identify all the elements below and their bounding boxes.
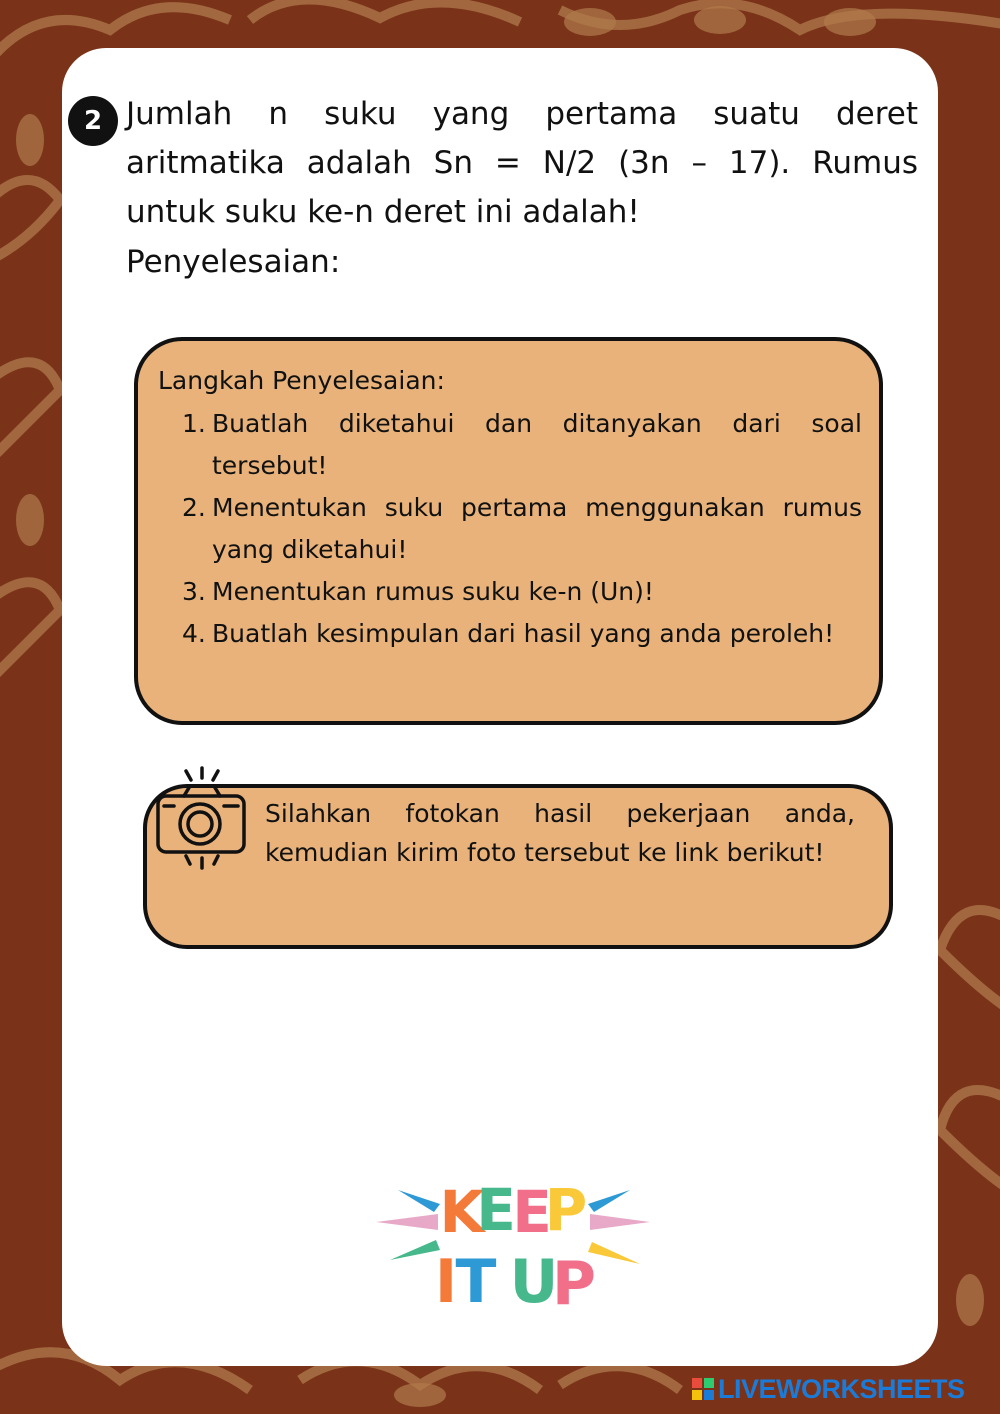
steps-box <box>134 337 883 725</box>
step-text: Buatlah diketahui dan ditanyakan dari soal tersebut! <box>212 409 862 480</box>
step-item <box>182 613 862 655</box>
itup-letter: I <box>434 1247 458 1312</box>
solution-label: Penyelesaian: <box>126 244 341 280</box>
step-number: 3. <box>182 577 206 606</box>
question-text: Jumlah n suku yang pertama suatu deret aritmatika adalah Sn = N/2 (3n – 17). Rumus untuk suku ke-n deret ini adalah! <box>126 96 918 230</box>
keep-letter: E <box>512 1178 552 1246</box>
itup-letter: U <box>509 1247 559 1312</box>
question-number-badge: 2 <box>68 96 118 146</box>
step-text: Buatlah kesimpulan dari hasil yang anda peroleh! <box>212 619 835 648</box>
step-number: 1. <box>182 409 206 438</box>
step-text: Menentukan rumus suku ke-n (Un)! <box>212 577 654 606</box>
keep-letter: E <box>476 1176 516 1244</box>
camera-icon <box>154 766 250 870</box>
step-number: 4. <box>182 619 206 648</box>
logo-text: LIVEWORKSHEETS <box>718 1373 965 1404</box>
step-item <box>182 487 862 571</box>
step-item <box>182 403 862 487</box>
step-text: Menentukan suku pertama menggunakan rumus yang diketahui! <box>212 493 862 564</box>
keep-letter: K <box>439 1178 485 1246</box>
liveworksheets-logo <box>692 1374 965 1404</box>
photo-instruction-text: Silahkan fotokan hasil pekerjaan anda, kemudian kirim foto tersebut ke link berikut! <box>265 799 855 867</box>
itup-letter: T <box>455 1247 497 1312</box>
itup-letter: P <box>552 1249 596 1312</box>
keep-it-up-graphic <box>368 1172 658 1312</box>
step-number: 2. <box>182 493 206 522</box>
steps-list <box>182 403 862 655</box>
photo-instruction-box <box>143 784 893 949</box>
logo-squares-icon <box>692 1378 714 1400</box>
steps-title: Langkah Penyelesaian: <box>158 366 445 395</box>
keep-letter: P <box>544 1176 588 1244</box>
step-item <box>182 571 862 613</box>
